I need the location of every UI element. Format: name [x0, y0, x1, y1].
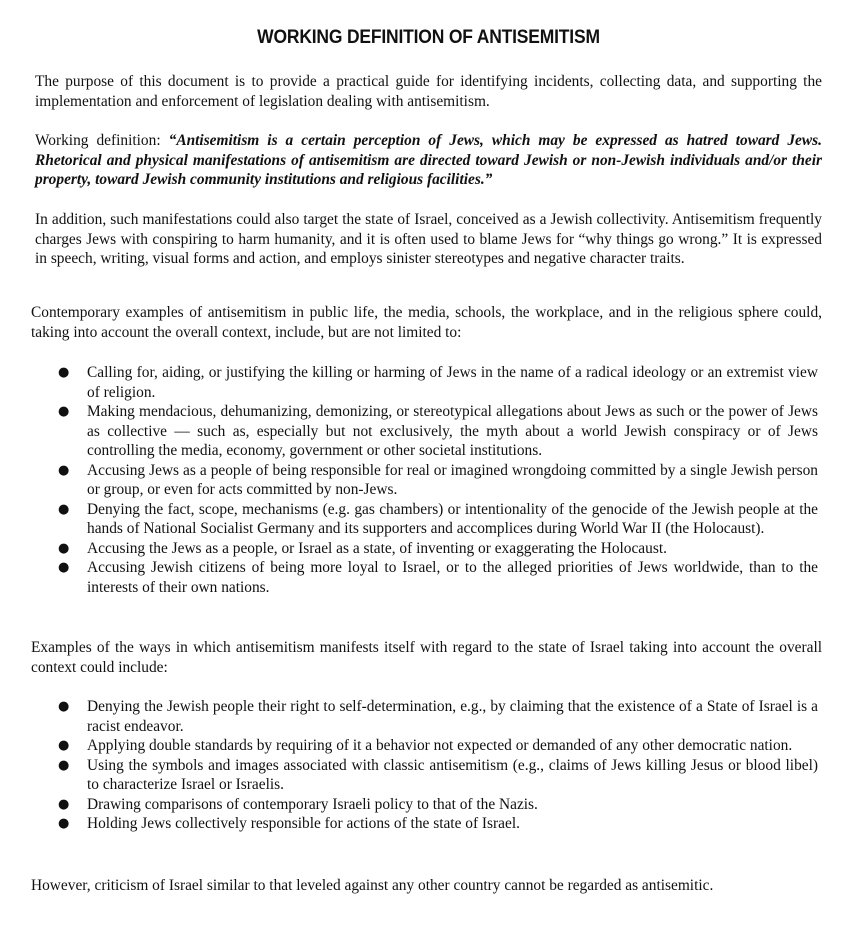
list-item-text: Denying the fact, scope, mechanisms (e.g. gas chambers) or intentionality of the genocide of the Jewish people at the hands of National Socialist Germany and its supporters and accomplices during World War II (the Holocaust).: [87, 500, 818, 537]
israel-examples-list: [0, 697, 857, 834]
list-item-text: Making mendacious, dehumanizing, demonizing, or stereotypical allegations about Jews as such or the power of Jews as collective — such as, especially but not exclusively, the myth about a world Jewish conspiracy or of Jews controlling the media, economy, government or other societal institutions.: [87, 403, 818, 459]
list-item: [0, 697, 857, 736]
list-item: [0, 461, 857, 500]
definition-quote: “Antisemitism is a certain perception of Jews, which may be expressed as hatred toward Jews. Rhetorical and physical manifestations of antisemitism are directed toward Jewish or non-Jewish individuals and/or their property, toward Jewish community institutions and religious facilities.”: [35, 132, 822, 188]
list-item-text: Accusing Jews as a people of being responsible for real or imagined wrongdoing committed by a single Jewish person or group, or even for acts committed by non-Jews.: [87, 461, 818, 498]
purpose-paragraph: The purpose of this document is to provide a practical guide for identifying incidents, collecting data, and supporting the implementation and enforcement of legislation dealing with antisemitism.: [35, 73, 822, 110]
list-item: [0, 756, 857, 795]
bullet-icon: ●: [58, 404, 70, 419]
list-item: [0, 814, 857, 834]
list-item-text: Using the symbols and images associated with classic antisemitism (e.g., claims of Jews killing Jesus or blood libel) to characterize Israel or Israelis.: [87, 756, 818, 793]
definition-label: Working definition:: [35, 132, 169, 149]
bullet-icon: ●: [58, 501, 70, 517]
addition-paragraph: In addition, such manifestations could also target the state of Israel, conceived as a Jewish collectivity. Antisemitism frequently charges Jews with conspiring to harm humanity, and it is often used to blame Jews for “why things go wrong.” It is expressed in speech, writing, visual forms and action, and employs sinister stereotypes and negative character traits.: [35, 211, 822, 267]
contemporary-intro: Contemporary examples of antisemitism in public life, the media, schools, the workplace, and in the religious sphere could, taking into account the overall context, include, but are not limited to:: [31, 304, 822, 341]
contemporary-examples-list: [0, 363, 857, 597]
list-item: [0, 402, 857, 461]
document-title: WORKING DEFINITION OF ANTISEMITISM: [257, 27, 600, 48]
list-item: [0, 736, 857, 756]
list-item: [0, 363, 857, 402]
list-item: [0, 558, 857, 597]
bullet-icon: ●: [58, 738, 70, 753]
israel-intro: Examples of the ways in which antisemitism manifests itself with regard to the state of Israel taking into account the overall context could include:: [31, 639, 822, 676]
list-item-text: Denying the Jewish people their right to self-determination, e.g., by claiming that the existence of a State of Israel is a racist endeavor.: [87, 698, 818, 735]
list-item-text: Accusing the Jews as a people, or Israel as a state, of inventing or exaggerating the Holocaust.: [87, 539, 667, 557]
bullet-icon: ●: [58, 796, 70, 812]
bullet-icon: ●: [58, 540, 70, 556]
list-item-text: Accusing Jewish citizens of being more loyal to Israel, or to the alleged priorities of Jews worldwide, than to the interests of their own nations.: [87, 559, 818, 596]
list-item: [0, 795, 857, 815]
list-item: [0, 539, 857, 559]
bullet-icon: ●: [58, 699, 70, 714]
list-item: [0, 500, 857, 539]
bullet-icon: ●: [58, 365, 70, 380]
list-item-text: Holding Jews collectively responsible for actions of the state of Israel.: [87, 815, 520, 832]
list-item-text: Calling for, aiding, or justifying the killing or harming of Jews in the name of a radical ideology or an extremist view of religion.: [87, 364, 818, 401]
bullet-icon: ●: [58, 560, 70, 575]
bullet-icon: ●: [58, 757, 70, 773]
list-item-text: Applying double standards by requiring of it a behavior not expected or demanded of any other democratic nation.: [87, 737, 793, 754]
bullet-icon: ●: [58, 816, 70, 831]
definition-paragraph: [35, 131, 822, 190]
bullet-icon: ●: [58, 462, 70, 478]
list-item-text: Drawing comparisons of contemporary Israeli policy to that of the Nazis.: [87, 795, 538, 813]
closing-paragraph: However, criticism of Israel similar to that leveled against any other country cannot be regarded as antisemitic.: [31, 877, 714, 894]
